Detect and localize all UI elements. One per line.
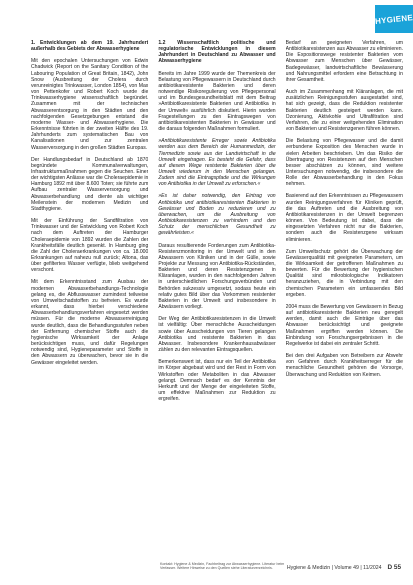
column-3: [286, 40, 403, 555]
section-heading: 1.2 Wissenschaftlich politische und regulatorische Entwicklungen in diesem Jahrhundert in Deutschland zu Abwasser und Abwasserhygiene: [158, 40, 276, 65]
body-paragraph: Der Weg der Antibiotikaresistenzen in die Umwelt ist vielfältig: Über menschliche Ausscheidungen sowie über Ausscheidungen von Tieren gelangen Antibiotika und resistente Bakterien in das Abwasser. Insbesondere Krankenhausabwässer zählen zu den relevanten Eintragsquellen.: [158, 316, 276, 354]
quote-paragraph: »Es ist daher notwendig, den Eintrag von Antibiotika und antibiotikaresistenten Bakterien in Gewässer und Boden zu reduzieren und zu überwachen, um die Ausbreitung von Antibiotikaresistenzen zu verhindern und den Schutz der menschlichen Gesundheit zu gewährleisten.«: [158, 193, 276, 237]
body-paragraph: 2004 muss die Bewertung von Gewässern in Bezug auf antibiotikaresistente Bakterien neu geregelt werden, damit auch die Einträge über das Abwasser berücksichtigt und geeignete Maßnahmen ergriffen werden können. Die Einbindung von Forschungsergebnissen in die Regelwerke ist dabei ein zentraler Schritt.: [285, 303, 403, 347]
body-paragraph: Bedarf an geeigneten Verfahren, um Antibiotikaresistenzen aus Abwasser zu eliminieren. Die Expositionswege resistenter Bakterien vom Abwasser zum Menschen über Gewässer, Badegewässer, landwirtschaftliche Bewässerung und Nahrungsmittel erfordern eine Betrachtung in ihrer Gesamtheit.: [285, 40, 403, 83]
section-heading: 1. Entwicklungen ab dem 19. Jahrhundert außerhalb des Gebiets der Abwasserhygiene: [31, 40, 149, 53]
body-paragraph: Der Handlungsbedarf in Deutschland ab 1870 begründete Kommunalverwaltungen, Infrastrukturmaßnahmen gegen die Seuchen. Einer der wichtigsten Anlässe war die Choleraepidemie in Hamburg 1892 mit über 8.600 Toten; sie führte zum Aufbau zentraler Wasserversorgung und Abwasserbehandlung und diente als wichtiger Meilenstein der modernen Medizin und Stadthygiene.: [31, 156, 149, 212]
footnote: Kontakt: Hygiene & Medizin, Fachbeitrag zur Abwasserhygiene. Literatur beim Verfasser. Weitere Hinweise zu den Quellen siehe Literaturverzeichnis.: [160, 562, 285, 571]
article-columns: [31, 40, 403, 555]
column-2: [158, 40, 275, 555]
body-paragraph: Bereits im Jahre 1999 wurde der Themenkreis der Belastung von Pflegewassern in Deutschland durch antibiotikaresistente Bakterien und deren notwendige Risikoregulierung von Pflegepersonal und im Bundesgesundheitsblatt mit dem Beitrag »Antibiotikaresistente Bakterien und Antibiotika in der Umwelt« ausführlich diskutiert. Hierin wurden Fragestellungen zu den Eintragswegen von antibiotikaresistenten Bakterien in Gewässer und die daraus folgenden Maßnahmen formuliert.: [158, 70, 276, 133]
body-paragraph: Mit dem Erkenntnisstand zum Ausbau der modernen Abwasserbehandlungs-Technologie gelang es, die Abflusswasser zumindest teilweise von Umweltschadstoffen zu befreien. Es wurde erkannt, dass hierbei verschiedene Abwasserbehandlungsverfahren eingesetzt werden müssen. Für die moderne Abwasserreinigung wurde deutlich, dass die Behandlungsstufen neben der Entfernung chemischer Stoffe auch die hygienische Wirksamkeit der Anlage berücksichtigen muss, und dafür Regelungen notwendig sind, Hygieneparameter und Stoffe in den Abwassern zu überwachen, bevor sie in die Gewässer eingeleitet werden.: [31, 279, 149, 366]
quote-paragraph: »Antibiotikaresistente Erreger sowie Antibiotika werden aus dem Bereich der Humanmedizin, der Tiermedizin sowie aus der Landwirtschaft in die Umwelt eingetragen. Es besteht die Gefahr, dass auf diesem Wege resistente Bakterien über die Umwelt wiederum in den Menschen gelangen. Zudem sind die Eintragspfade und die Wirkungen von Antibiotika in der Umwelt zu erforschen.«: [158, 138, 276, 188]
page-number: D 55: [387, 564, 401, 571]
section-badge: [375, 5, 413, 33]
page-top-bar: [0, 0, 413, 30]
body-paragraph: Zum Umweltschutz gehört die Überwachung der Gewässerqualität mit geeigneten Parametern, um die Wirksamkeit der getroffenen Maßnahmen zu bewerten. Für die Bewertung der hygienischen Qualität sind mikrobiologische Indikatoren heranzuziehen, die in Verbindung mit den chemischen Parametern ein umfassendes Bild ergeben.: [285, 248, 403, 298]
page-footer: [287, 564, 401, 571]
body-paragraph: Basierend auf den Erkenntnissen zu Pflegewassern wurden Reinigungsverfahren für Kliniken geprüft, die das Auftreten und die Ausbreitung von Antibiotikaresistenzen in der Umwelt begrenzen können. Von Bedeutung ist dabei, dass die eingesetzten Verfahren nicht nur die Bakterien, sondern auch die Resistenzgene wirksam eliminieren.: [285, 193, 403, 243]
body-paragraph: Daraus resultierende Forderungen zum Antibiotika-Resistenzmonitoring in der Umwelt und in den Abwassern von Kliniken und in der Gülle, sowie Projekte zur Messung von Antibiotika-Rückständen, Bakterien und deren Resistenzgenen in Kläranlagen, wurden in den nachfolgenden Jahren in unterschiedlichen Forschungsverbünden und Behörden sukzessiv umgesetzt, sodass heute ein relativ gutes Bild über das Vorkommen resistenter Bakterien in der Umwelt und insbesondere in Abwässern vorliegt.: [158, 242, 276, 311]
body-paragraph: Mit den epochalen Untersuchungen von Edwin Chadwick (Report on the Sanitary Condition of the Labouring Population of Great Britain, 1842), John Snow (Ausbreitung der Cholera durch verunreinigtes Trinkwasser, London 1854), von Max von Pettenkofer und Robert Koch wurde die Trinkwasserhygiene wissenschaftlich begründet. Zusammen mit der technischen Abwasserentsorgung in den Städten und den nachfolgenden Gesetzgebungen entstand die moderne Wasser- und Abwasserhygiene. Die Erkenntnisse führten in der zweiten Hälfte des 19. Jahrhunderts zum systematischen Bau von Kanalisationen und zur zentralen Wasserversorgung in den großen Städten Europas.: [31, 58, 149, 151]
body-paragraph: Mit der Einführung der Sandfiltration von Trinkwasser und der Entwicklung von Robert Koch nach dem Auftreten der Hamburger Choleraepidemie von 1892 wurden die Zahlen der Krankheitsfälle deutlich gesenkt. In Hamburg ging die Zahl der Choleraerkrankungen von ca. 18.000 Erkrankungen auf nahezu null zurück; Altona, das über gefiltertes Wasser verfügte, blieb weitgehend verschont.: [31, 218, 149, 274]
column-1: [31, 40, 148, 555]
journal-info: Hygiene & Medizin | Volume 49 | 11/2024: [286, 565, 382, 571]
body-paragraph: Bemerkenswert ist, dass nur ein Teil der Antibiotika im Körper abgebaut wird und der Rest in Form von Wirkstoffen oder Metaboliten in das Abwasser gelangt. Demnach bedarf es der Kenntnis der Herkunft und der Menge der eingeleiteten Stoffe, um effektive Maßnahmen zur Reduktion zu ergreifen.: [158, 359, 276, 403]
body-paragraph: Bei den drei Aufgaben von Betreibern zur Abwehr von Gefahren durch Krankheitserreger für die menschliche Gesundheit gehören die Vorsorge, Überwachung und Reduktion von Keimen.: [285, 353, 403, 378]
body-paragraph: Die Belastung von Pflegewasser und die damit verbundene Exposition des Menschen wurde in vielen Arbeiten beschrieben. Um das Risiko der Übertragung von Resistenzen auf den Menschen besser abschätzen zu können, sind weitere Untersuchungen notwendig, die insbesondere die Rolle der Abwasserbehandlung in den Fokus nehmen.: [285, 138, 403, 188]
section-badge-label: HYGIENE: [374, 12, 413, 26]
body-paragraph: Auch im Zusammenhang mit Kläranlagen, die mit zusätzlichen Reinigungsstufen ausgestattet sind, hat sich gezeigt, dass die Reduktion resistenter Bakterien deutlich gesteigert werden kann. Ozonierung, Aktivkohle und Ultrafiltration sind Verfahren, die zu einer weitgehenden Elimination von Bakterien und Resistenzgenen führen können.: [285, 89, 403, 133]
